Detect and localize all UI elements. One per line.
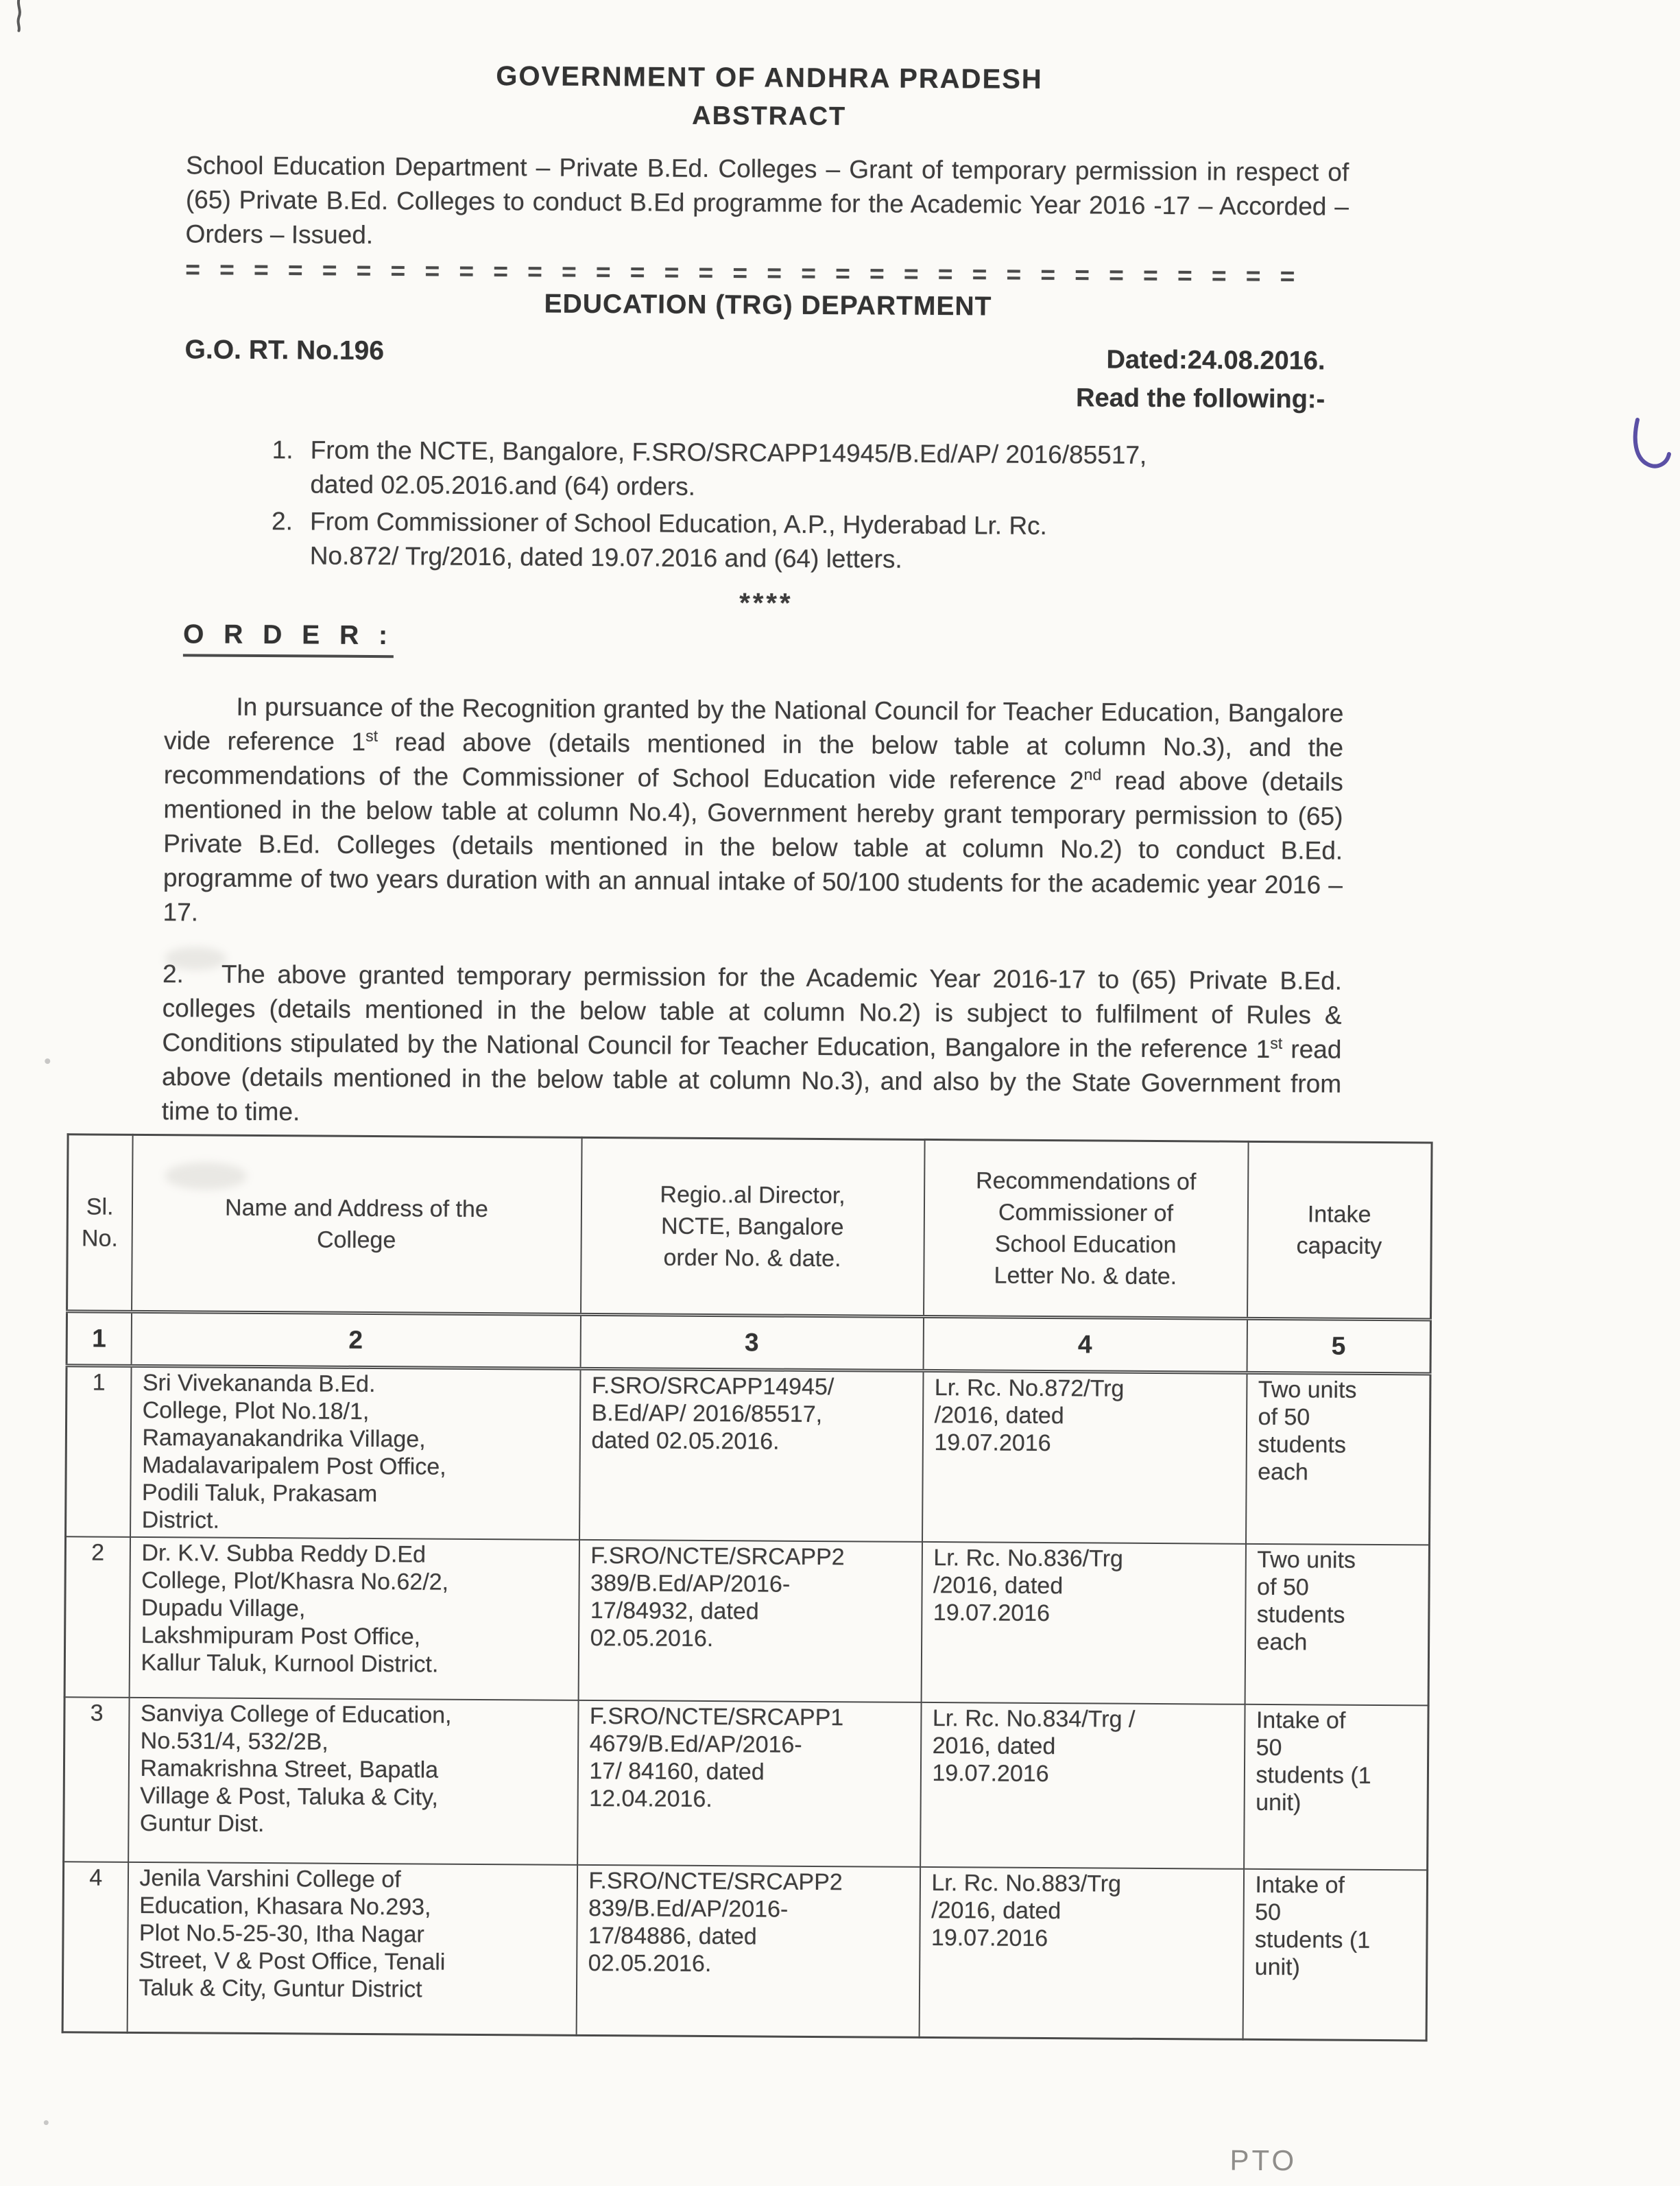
go-number: G.O. RT. No.196 <box>184 335 384 366</box>
cell-intake: Two units of 50 students each <box>1245 1544 1429 1706</box>
separator-line: = = = = = = = = = = = = = = = = = = = = = = = = = = = = = = = = = <box>185 255 1351 291</box>
column-number: 1 <box>67 1311 131 1366</box>
cell-intake: Intake of 50 students (1 unit) <box>1243 1869 1428 2041</box>
column-number: 2 <box>131 1311 580 1368</box>
dated-label: Dated:24.08.2016. <box>1076 340 1325 380</box>
page-subtitle: ABSTRACT <box>187 98 1352 134</box>
cell-ncte-order: F.SRO/NCTE/SRCAPP2 389/B.Ed/AP/2016- 17/84932, dated 02.05.2016. <box>578 1540 922 1702</box>
column-number: 4 <box>923 1316 1247 1373</box>
table-header-row <box>67 1134 1432 1320</box>
references-list <box>272 433 1342 580</box>
cell-college: Sri Vivekananda B.Ed. College, Plot No.18/1, Ramayanakandrika Village, Madalavaripalem Post Office, Podili Taluk, Prakasam District. <box>130 1366 581 1539</box>
superscript: nd <box>1083 765 1101 783</box>
cell-intake: Two units of 50 students each <box>1245 1373 1430 1545</box>
cell-college: Dr. K.V. Subba Reddy D.Ed College, Plot/Khasra No.62/2, Dupadu Village, Lakshmipuram Post Office, Kallur Taluk, Kurnool District. <box>129 1537 579 1700</box>
cell-sl-no: 2 <box>64 1536 130 1698</box>
reference-text: From Commissioner of School Education, A.P., Hyderabad Lr. Rc. No.872/ Trg/2016, dated 19.07.2016 and (64) letters. <box>310 504 1047 578</box>
reference-text: From the NCTE, Bangalore, F.SRO/SRCAPP14945/B.Ed/AP/ 2016/85517, dated 02.05.2016.and (64) orders. <box>310 433 1147 506</box>
cell-recommendation: Lr. Rc. No.872/Trg /2016, dated 19.07.2016 <box>922 1370 1247 1543</box>
scan-smudge <box>165 1162 247 1190</box>
table-row <box>66 1366 1430 1545</box>
header-college: Name and Address of the College <box>132 1134 582 1314</box>
cell-ncte-order: F.SRO/NCTE/SRCAPP2 839/B.Ed/AP/2016- 17/84886, dated 02.05.2016. <box>576 1865 920 2037</box>
scan-speck <box>45 1058 50 1064</box>
document-header <box>187 59 1353 134</box>
scan-ink-artifact <box>14 0 26 36</box>
column-number: 3 <box>580 1314 923 1370</box>
cell-recommendation: Lr. Rc. No.834/Trg / 2016, dated 19.07.2016 <box>920 1702 1245 1869</box>
colleges-table <box>62 1133 1433 2041</box>
reference-number: 2. <box>272 504 311 573</box>
cell-ncte-order: F.SRO/SRCAPP14945/ B.Ed/AP/ 2016/85517, dated 02.05.2016. <box>579 1368 924 1542</box>
header-ncte-order: Regio..al Director, NCTE, Bangalore order No. & date. <box>581 1137 925 1316</box>
go-date-block <box>1076 340 1325 418</box>
subject-paragraph: School Education Department – Private B.Ed. Colleges – Grant of temporary permission in respect of (65) Private B.Ed. Colleges to conduct B.Ed programme for the Academic Year 2016 -17 – Accorded – Orders – Issued. <box>185 148 1349 258</box>
table-row <box>62 1862 1427 2040</box>
column-number-row <box>67 1311 1430 1374</box>
reference-item <box>272 433 1342 508</box>
order-paragraph-1: In pursuance of the Recognition granted by the National Council for Teacher Education, Bangalore vide reference 1st read above (details mentioned in the below table at column No.3), and the recommendations of the Commissioner of School Education vide reference 2nd read above (details mentioned in the below table at column No.4), Government hereby grant temporary permission to (65) Private B.Ed. Colleges (details mentioned in the below table at column No.2) to conduct B.Ed. programme of two years duration with an annual intake of 50/100 students for the academic year 2016 – 17. <box>163 689 1343 937</box>
order-paragraph-2: 2. The above granted temporary permission for the Academic Year 2016-17 to (65) Private B.Ed. colleges (details mentioned in the below table at column No.2) is subject to fulfilment of Rules & Conditions stipulated by the National Council for Teacher Education, Bangalore in the reference 1st read above (details mentioned in the below table at column No.3), and also by the State Government from time to time. <box>162 957 1342 1136</box>
department-heading: EDUCATION (TRG) DEPARTMENT <box>185 287 1351 324</box>
reference-number: 1. <box>272 433 311 501</box>
pto-label: PTO <box>1229 2144 1297 2178</box>
superscript: st <box>1270 1034 1282 1052</box>
cell-ncte-order: F.SRO/NCTE/SRCAPP1 4679/B.Ed/AP/2016- 17/ 84160, dated 12.04.2016. <box>577 1700 921 1867</box>
order-heading: O R D E R : <box>183 619 1677 665</box>
table-row <box>64 1697 1428 1870</box>
cell-sl-no: 4 <box>62 1862 128 2032</box>
header-intake: Intake capacity <box>1247 1141 1432 1320</box>
header-recommendation: Recommendations of Commissioner of School Education Letter No. & date. <box>924 1139 1249 1318</box>
pen-checkmark <box>1629 417 1673 478</box>
cell-college: Sanviya College of Education, No.531/4, 532/2B, Ramakrishna Street, Bapatla Village & Post, Taluka & City, Guntur Dist. <box>128 1698 578 1865</box>
cell-sl-no: 3 <box>64 1697 129 1862</box>
paragraph-number: 2. <box>163 960 184 988</box>
cell-intake: Intake of 50 students (1 unit) <box>1244 1704 1428 1870</box>
read-following-label: Read the following:- <box>1076 379 1325 418</box>
column-number: 5 <box>1247 1318 1430 1374</box>
cell-recommendation: Lr. Rc. No.836/Trg /2016, dated 19.07.2016 <box>921 1542 1245 1704</box>
go-number-row <box>184 335 1325 418</box>
cell-recommendation: Lr. Rc. No.883/Trg /2016, dated 19.07.2016 <box>919 1867 1244 2039</box>
scan-smudge <box>165 947 226 971</box>
page-title: GOVERNMENT OF ANDHRA PRADESH <box>187 59 1352 97</box>
superscript: st <box>365 727 378 745</box>
cell-college: Jenila Varshini College of Education, Khasara No.293, Plot No.5-25-30, Itha Nagar Street, V & Post Office, Tenali Taluk & City, Guntur District <box>127 1862 577 2035</box>
asterisk-divider: **** <box>183 584 1349 622</box>
cell-sl-no: 1 <box>66 1366 132 1537</box>
scan-speck <box>44 2120 49 2125</box>
reference-item <box>272 504 1342 580</box>
header-sl-no: Sl. No. <box>67 1134 133 1312</box>
table-row <box>64 1536 1429 1705</box>
